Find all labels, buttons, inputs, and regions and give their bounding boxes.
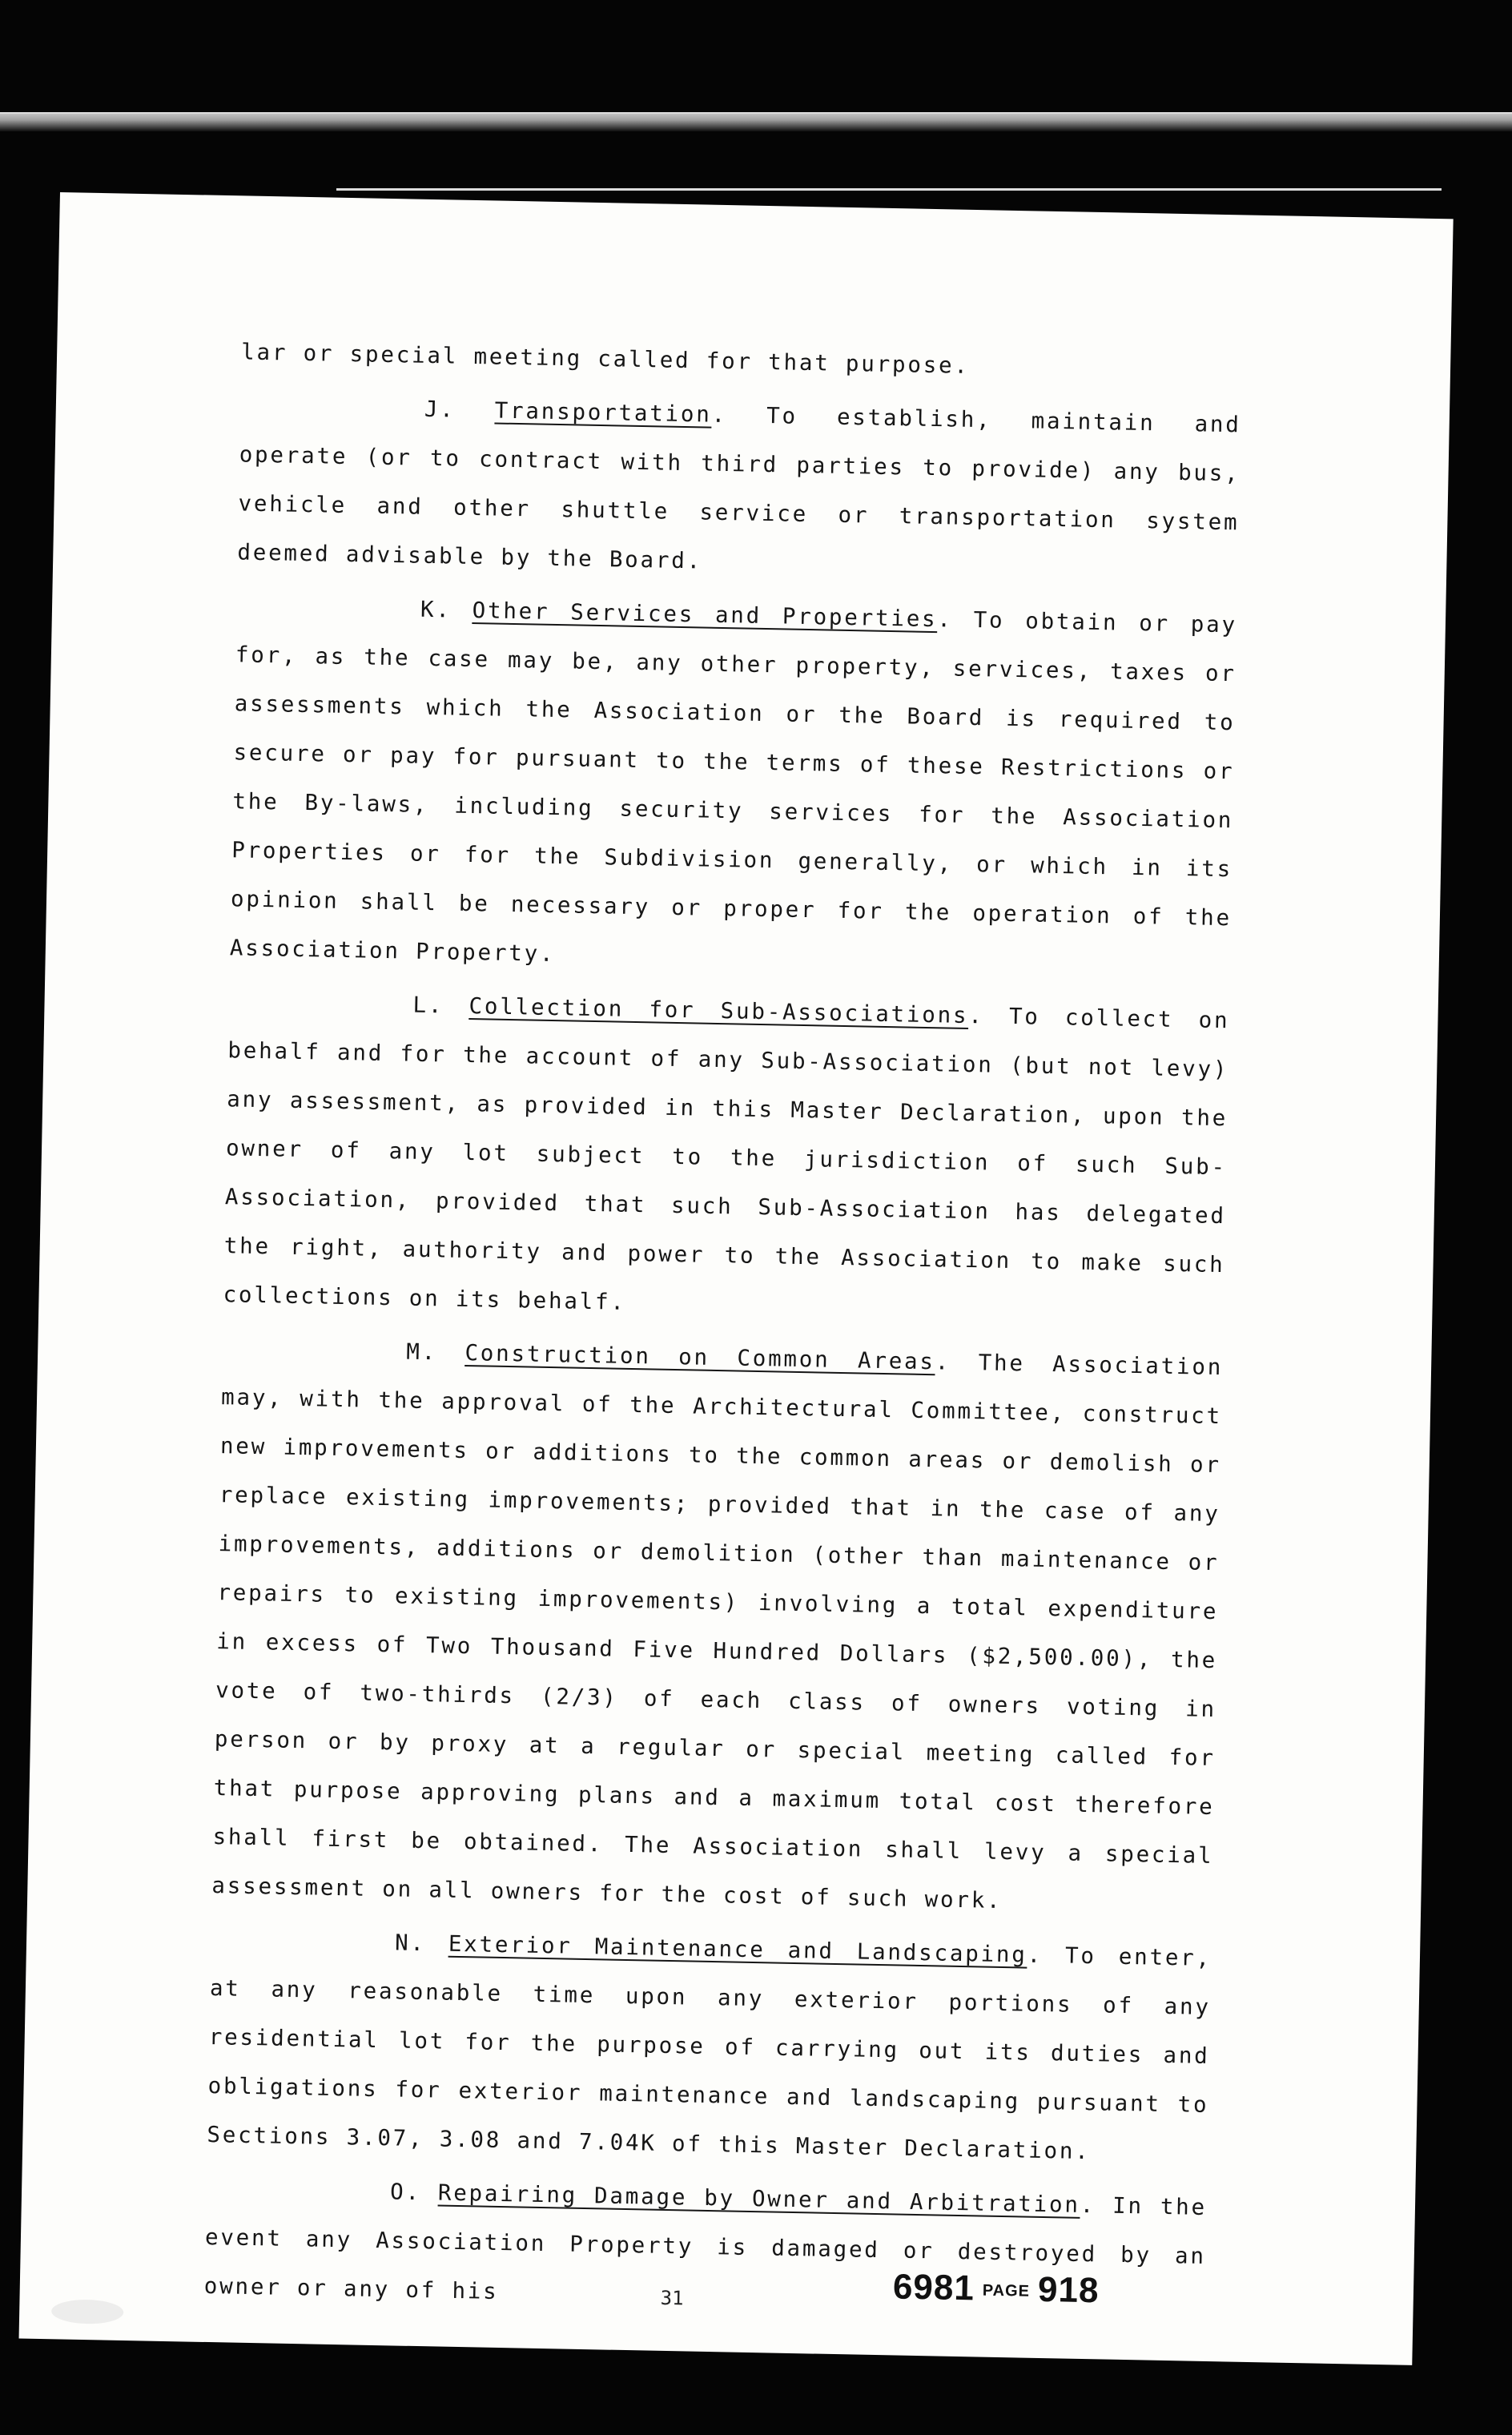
paragraph-j [237, 381, 1241, 596]
paragraph-body: . In the event any Association Property is damaged or destroyed by an owner or any of his [203, 2192, 1208, 2304]
scan-edge-top [0, 112, 1512, 131]
scan-streak [0, 112, 1512, 114]
paragraph-n [207, 1915, 1212, 2179]
paragraph-body: . To obtain or pay for, as the case may be, any other property, services, taxes or assessments which the Association or the Board is required to secure or pay for pursuant to the terms of these Restrictions or the By-laws, including security services for the Association Properties or for the Subdivision generally, or which in its opinion shall be necessary or proper for the operation of the Association Property. [229, 606, 1238, 968]
paragraph-body: . To enter, at any reasonable time upon any exterior portions of any residential lot for the purpose of carrying out its duties and obligations for exterior maintenance and landscaping pursuant to Sections 3.07, 3.08 and 7.04K of this Master Declaration. [207, 1942, 1212, 2165]
section-letter: K. [420, 596, 472, 623]
scan-streak [336, 188, 1442, 191]
paragraph-body: lar or special meeting called for that purpose. [240, 339, 971, 379]
stamp-page: 918 [1037, 2269, 1100, 2311]
paragraph-body: . To collect on behalf and for the account of any Sub-Association (but not levy) any assessment, as provided in this Master Declaration, upon the owner of any lot subject to the jurisdiction of such Sub-Association, provided that such Sub-Association has delegated the right, authority and power to the Association to make such collections on its behalf. [223, 1002, 1230, 1315]
paragraph-k [229, 582, 1237, 992]
stamp-word: PAGE [982, 2281, 1031, 2300]
paragraph-body: . The Association may, with the approval of the Architectural Committee, construct new improvements or additions to the common areas or demolish or replace existing improvements; provided that in the case of any improvements, additions or demolition (other than maintenance or repairs to existing improvements) involving a total expenditure in excess of Two Thousand Five Hundred Dollars ($2,500.00), the vote of two-thirds (2/3) of each class of owners voting in person or by proxy at a regular or special meeting called for that purpose approving plans and a maximum total cost therefore shall first be obtained. The Association shall levy a special assessment on all owners for the cost of such work. [211, 1349, 1224, 1914]
paragraph-body: . To establish, maintain and operate (or to contract with third parties to provide) any bus, vehicle and other shuttle service or transportation system deemed advisable by the Board. [237, 401, 1242, 574]
section-letter: M. [405, 1338, 465, 1366]
section-heading: Construction on Common Areas [464, 1339, 936, 1375]
paragraph-m [211, 1324, 1224, 1930]
section-letter: N. [394, 1930, 449, 1957]
scan-smudge [51, 2299, 124, 2324]
stamp-volume: 6981 [892, 2267, 975, 2308]
section-letter: O. [389, 2179, 439, 2206]
section-heading: Exterior Maintenance and Landscaping [448, 1930, 1027, 1968]
section-heading: Collection for Sub-Associations [468, 992, 969, 1028]
section-heading: Transportation [494, 397, 712, 428]
page-number: 31 [660, 2286, 684, 2310]
section-letter: J. [424, 396, 496, 424]
section-letter: L. [412, 992, 469, 1019]
recording-stamp [893, 2267, 1100, 2311]
document-page [19, 192, 1454, 2365]
section-heading: Other Services and Properties [472, 597, 938, 633]
section-heading: Repairing Damage by Owner and Arbitration [437, 2179, 1081, 2218]
paragraph-l [223, 977, 1230, 1338]
body-text [203, 328, 1242, 2330]
